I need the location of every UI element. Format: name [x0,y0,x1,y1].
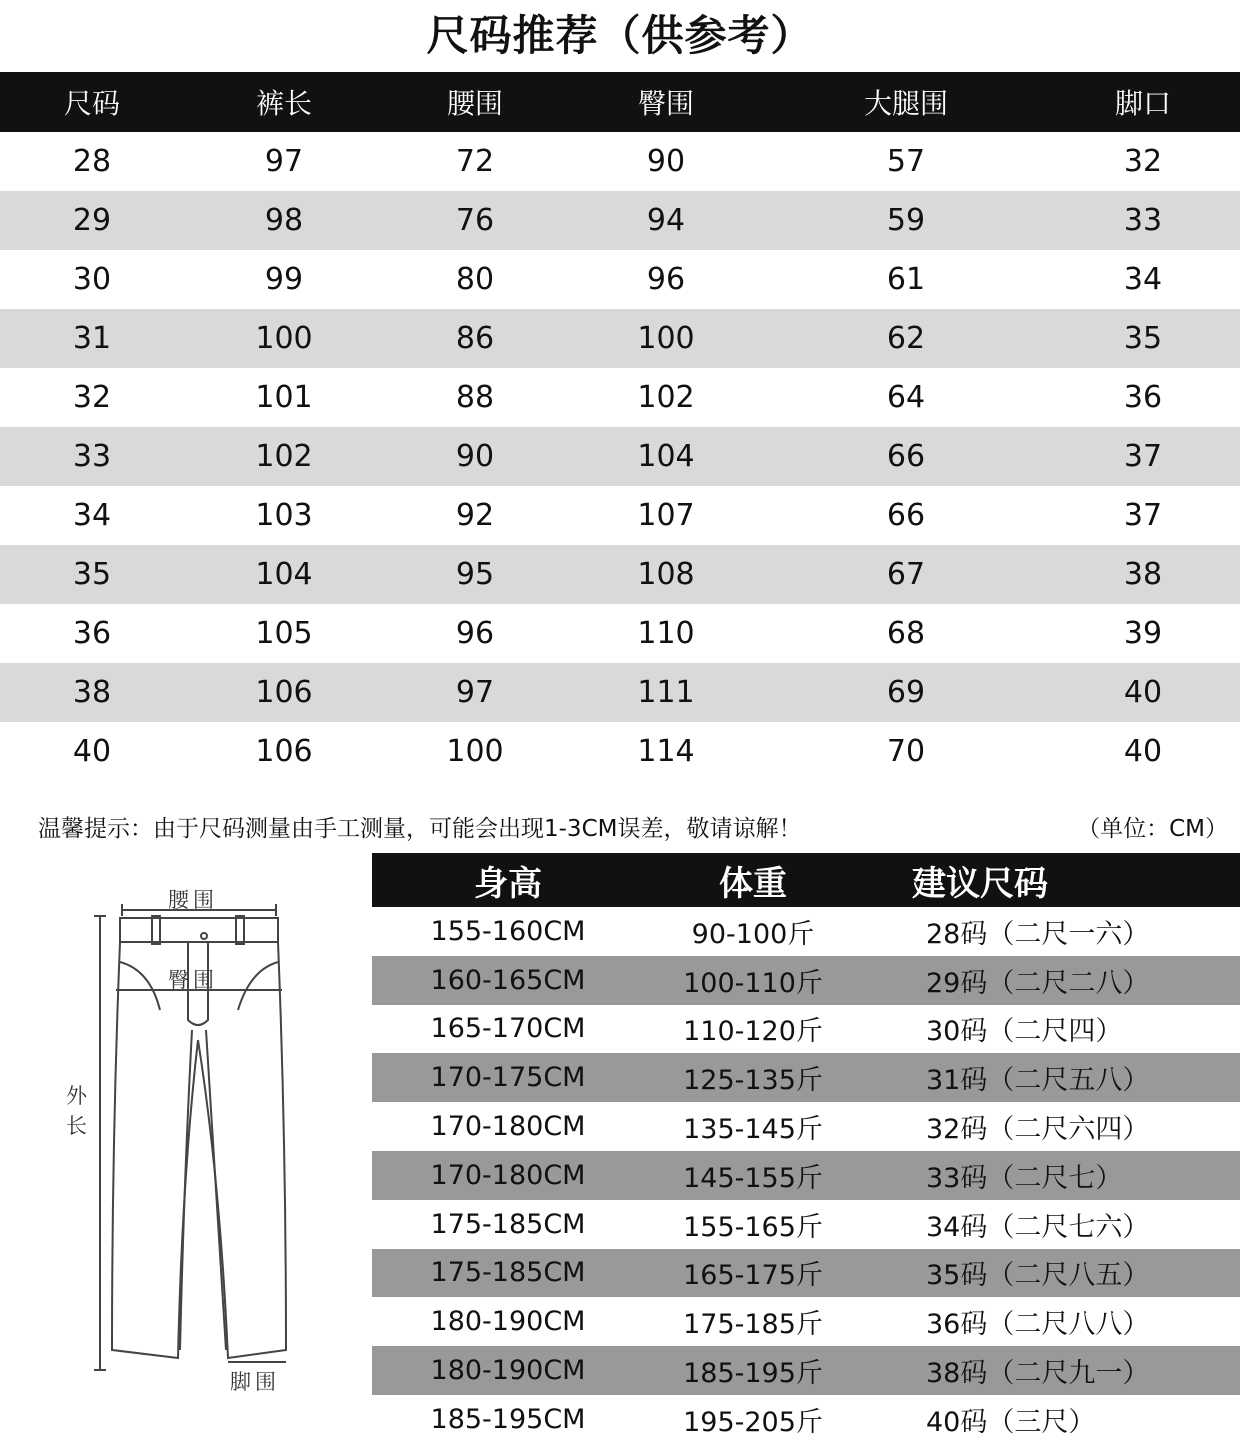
table-row [0,309,1240,368]
cell-suggested-size [862,907,1240,956]
cell-hip: 114 [637,734,695,769]
cell-thigh: 69 [886,675,926,710]
cell-length: 103 [255,498,313,533]
pants-diagram [60,880,310,1400]
cell-hip: 111 [637,675,695,710]
cell-weight: 185-195斤 [683,1358,823,1390]
cell-length: 106 [255,734,313,769]
cell-height: 170-175CM [430,1062,586,1094]
cell-thigh: 68 [886,616,926,651]
table-row [0,427,1240,486]
cell-thigh: 57 [886,144,926,179]
table-row [372,1053,1240,1102]
cell-waist: 86 [455,321,495,356]
cell-size: 31 [72,321,112,356]
cell-size: 28 [72,144,112,179]
table-row [372,956,1240,1005]
cell-height: 160-165CM [430,964,586,996]
cell-hem: 37 [1123,498,1163,533]
cell-suggested-size [862,956,1240,1005]
cell-size: 40 [72,734,112,769]
cell-size: 32 [72,380,112,415]
cell-length: 98 [264,203,304,238]
page-title: 尺码推荐（供参考） [426,11,814,60]
table-row [0,486,1240,545]
cell-length: 97 [264,144,304,179]
cell-length: 104 [255,557,313,592]
cell-weight: 125-135斤 [683,1065,823,1097]
cell-thigh: 66 [886,439,926,474]
header-waist: 腰围 [446,87,503,120]
cell-hem: 34 [1123,262,1163,297]
table-row [0,663,1240,722]
cell-waist: 92 [455,498,495,533]
table-row [372,907,1240,956]
table-row [372,1005,1240,1054]
header-hem: 脚口 [1114,87,1171,120]
cell-thigh: 66 [886,498,926,533]
hem-label: 脚围 [230,1370,280,1394]
table-row [372,1297,1240,1346]
hip-label: 臀围 [168,968,218,992]
cell-suggested-size-text: 35码（二尺八五） [926,1260,1150,1292]
cell-height: 165-170CM [430,1013,586,1045]
recommendation-table-body [372,907,1240,1444]
recommendation-table [372,853,1240,1444]
cell-hip: 102 [637,380,695,415]
cell-thigh: 67 [886,557,926,592]
cell-length: 105 [255,616,313,651]
cell-waist: 72 [455,144,495,179]
cell-hem: 38 [1123,557,1163,592]
cell-height: 175-185CM [430,1257,586,1289]
cell-waist: 90 [455,439,495,474]
cell-suggested-size [862,1395,1240,1444]
cell-size: 36 [72,616,112,651]
cell-hip: 108 [637,557,695,592]
length-label-bottom: 长 [66,1114,91,1138]
cell-suggested-size [862,1200,1240,1249]
cell-suggested-size [862,1346,1240,1395]
cell-hem: 36 [1123,380,1163,415]
cell-weight: 175-185斤 [683,1309,823,1341]
waist-label: 腰围 [168,888,218,912]
cell-waist: 97 [455,675,495,710]
cell-suggested-size-text: 34码（二尺七六） [926,1211,1150,1243]
cell-hem: 37 [1123,439,1163,474]
cell-weight: 145-155斤 [683,1162,823,1194]
cell-height: 185-195CM [430,1403,586,1435]
cell-hem: 32 [1123,144,1163,179]
cell-hip: 96 [646,262,686,297]
cell-height: 175-185CM [430,1208,586,1240]
cell-hip: 94 [646,203,686,238]
cell-suggested-size-text: 40码（三尺） [926,1406,1096,1438]
cell-thigh: 62 [886,321,926,356]
size-table-header [0,72,1240,132]
cell-length: 100 [255,321,313,356]
header-weight: 体重 [719,863,787,904]
header-length: 裤长 [255,87,312,120]
cell-suggested-size-text: 33码（二尺七） [926,1162,1123,1194]
cell-length: 102 [255,439,313,474]
measurement-note: 温馨提示：由于尺码测量由手工测量，可能会出现1-3CM误差，敬请谅解！ [38,816,802,842]
size-table-body [0,132,1240,781]
cell-hem: 40 [1123,734,1163,769]
cell-thigh: 64 [886,380,926,415]
cell-suggested-size-text: 32码（二尺六四） [926,1114,1150,1146]
cell-suggested-size [862,1053,1240,1102]
cell-suggested-size-text: 29码（二尺二八） [926,967,1150,999]
cell-suggested-size-text: 30码（二尺四） [926,1016,1123,1048]
cell-weight: 100-110斤 [683,967,823,999]
cell-height: 155-160CM [430,915,586,947]
header-thigh: 大腿围 [863,87,948,120]
cell-suggested-size-text: 28码（二尺一六） [926,918,1150,950]
cell-hem: 35 [1123,321,1163,356]
cell-weight: 155-165斤 [683,1211,823,1243]
table-row [0,604,1240,663]
cell-suggested-size-text: 31码（二尺五八） [926,1065,1150,1097]
cell-length: 106 [255,675,313,710]
length-label-top: 外 [66,1084,91,1108]
cell-height: 170-180CM [430,1159,586,1191]
cell-suggested-size [862,1151,1240,1200]
cell-hem: 40 [1123,675,1163,710]
table-row [0,722,1240,781]
cell-thigh: 70 [886,734,926,769]
cell-weight: 110-120斤 [683,1016,823,1048]
cell-weight: 90-100斤 [691,918,815,950]
header-size: 尺码 [63,87,120,120]
cell-hip: 110 [637,616,695,651]
table-row [0,368,1240,427]
cell-hip: 90 [646,144,686,179]
cell-hem: 33 [1123,203,1163,238]
pants-outline-icon [60,880,310,1400]
cell-size: 34 [72,498,112,533]
header-height: 身高 [474,863,542,904]
table-row [372,1102,1240,1151]
cell-suggested-size-text: 36码（二尺八八） [926,1309,1150,1341]
table-row [0,545,1240,604]
cell-hip: 104 [637,439,695,474]
table-row [0,250,1240,309]
cell-waist: 88 [455,380,495,415]
cell-weight: 165-175斤 [683,1260,823,1292]
cell-suggested-size [862,1297,1240,1346]
unit-label: （单位：CM） [1077,816,1228,842]
cell-height: 170-180CM [430,1111,586,1143]
table-row [372,1249,1240,1298]
cell-suggested-size-text: 38码（二尺九一） [926,1358,1150,1390]
table-row [372,1395,1240,1444]
cell-size: 35 [72,557,112,592]
cell-size: 29 [72,203,112,238]
cell-size: 33 [72,439,112,474]
header-hip: 臀围 [637,87,694,120]
cell-suggested-size [862,1249,1240,1298]
cell-weight: 135-145斤 [683,1114,823,1146]
size-table [0,72,1240,781]
recommendation-table-header [372,853,1240,907]
cell-hip: 107 [637,498,695,533]
cell-waist: 96 [455,616,495,651]
table-row [372,1346,1240,1395]
table-row [372,1200,1240,1249]
table-row [372,1151,1240,1200]
table-row [0,132,1240,191]
cell-length: 99 [264,262,304,297]
cell-size: 38 [72,675,112,710]
cell-waist: 76 [455,203,495,238]
cell-size: 30 [72,262,112,297]
cell-waist: 100 [446,734,504,769]
cell-hip: 100 [637,321,695,356]
table-row [0,191,1240,250]
cell-length: 101 [255,380,313,415]
header-suggested-size: 建议尺码 [912,863,1048,904]
cell-waist: 80 [455,262,495,297]
cell-waist: 95 [455,557,495,592]
cell-weight: 195-205斤 [683,1406,823,1438]
cell-height: 180-190CM [430,1306,586,1338]
cell-thigh: 61 [886,262,926,297]
cell-hem: 39 [1123,616,1163,651]
cell-thigh: 59 [886,203,926,238]
cell-height: 180-190CM [430,1355,586,1387]
cell-suggested-size [862,1005,1240,1054]
cell-suggested-size [862,1102,1240,1151]
